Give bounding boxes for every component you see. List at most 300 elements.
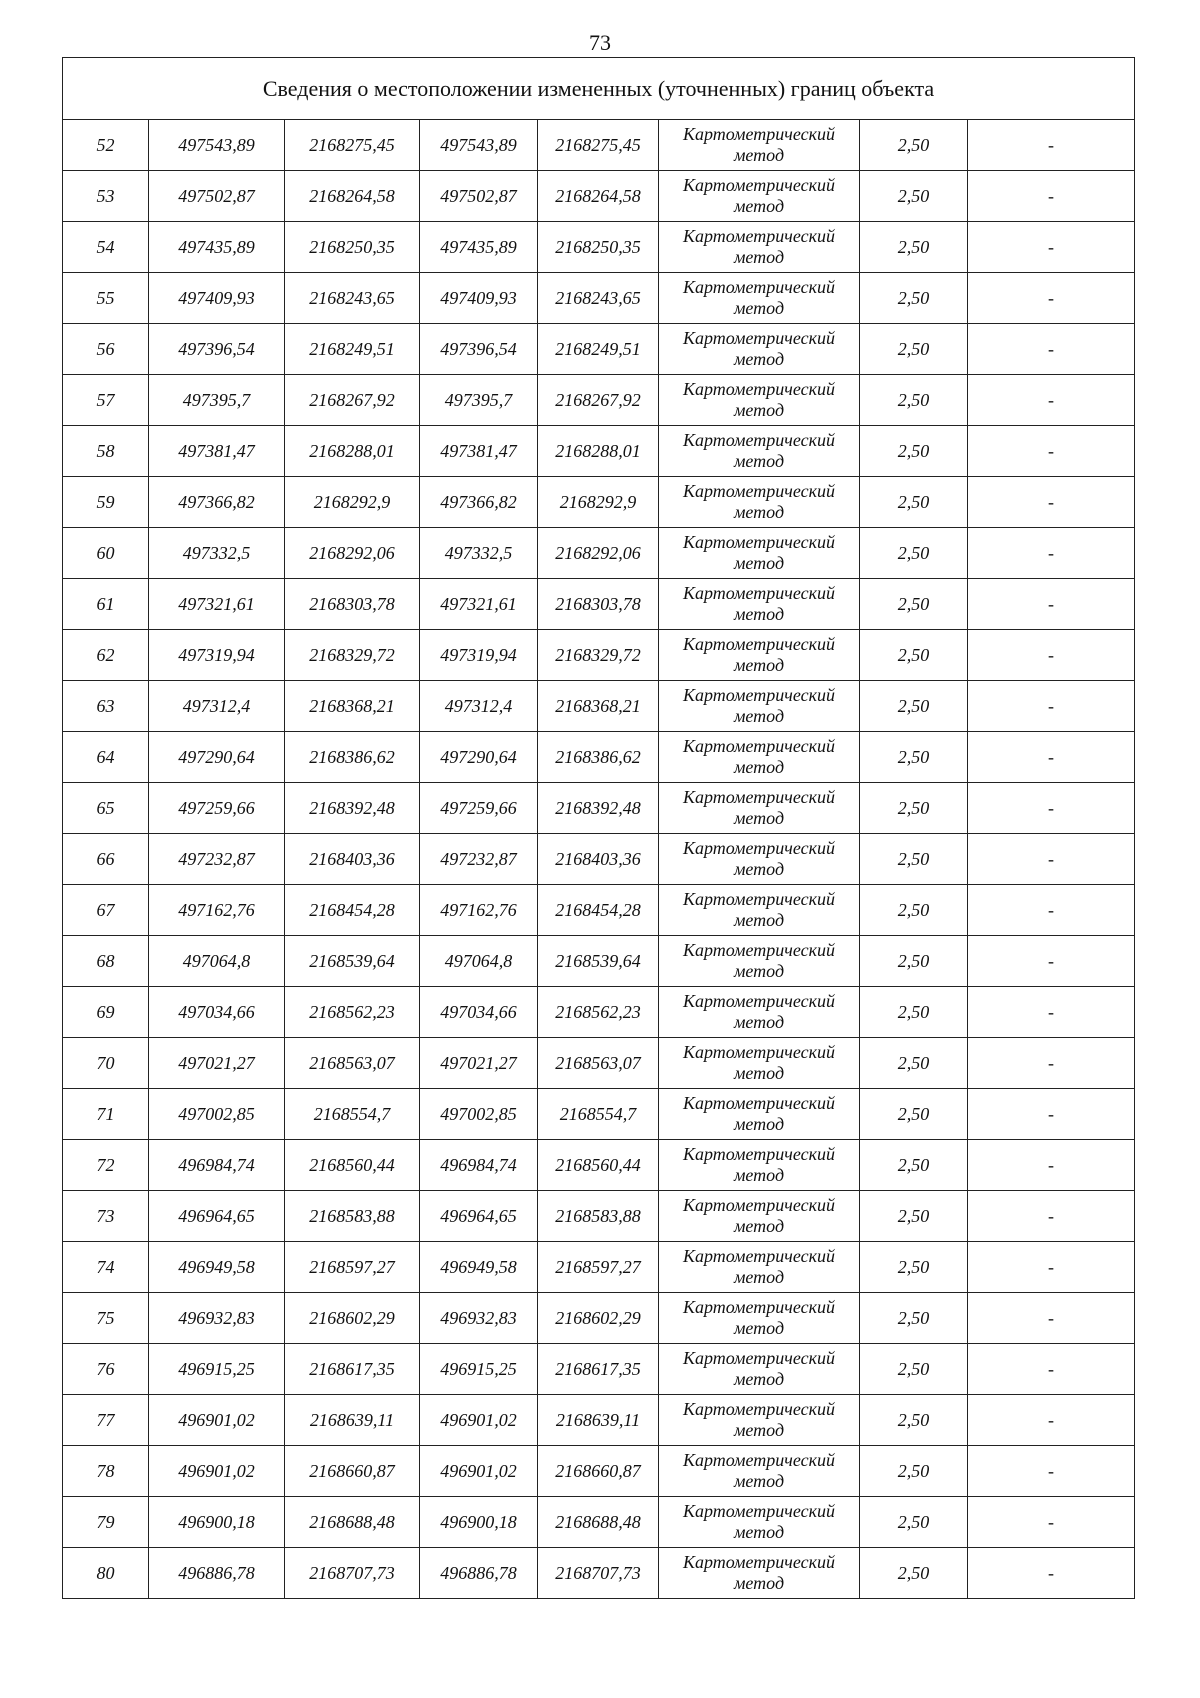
refined-y-cell: 2168563,07 (538, 1038, 659, 1089)
refined-x-cell: 496949,58 (420, 1242, 538, 1293)
point-number-cell: 74 (63, 1242, 149, 1293)
point-number-cell: 71 (63, 1089, 149, 1140)
method-label-line-1: Картометрический (682, 430, 835, 450)
point-number-cell: 62 (63, 630, 149, 681)
refined-y-cell: 2168454,28 (538, 885, 659, 936)
method-label-line-1: Картометрический (682, 1552, 835, 1572)
table-row (63, 936, 1135, 987)
note-cell: - (968, 834, 1135, 885)
note-cell: - (968, 120, 1135, 171)
accuracy-cell: 2,50 (860, 936, 968, 987)
method-label-line-2: метод (733, 1420, 785, 1440)
refined-x-cell: 496901,02 (420, 1395, 538, 1446)
table-row (63, 1038, 1135, 1089)
refined-x-cell: 497321,61 (420, 579, 538, 630)
table-row (63, 1242, 1135, 1293)
method-label-line-2: метод (733, 961, 785, 981)
table-row (63, 732, 1135, 783)
method-label-line-2: метод (733, 859, 785, 879)
accuracy-cell: 2,50 (860, 1038, 968, 1089)
refined-x-cell: 497395,7 (420, 375, 538, 426)
method-cell (659, 1293, 860, 1344)
method-label-line-2: метод (733, 1573, 785, 1593)
method-label-line-2: метод (733, 808, 785, 828)
note-cell: - (968, 885, 1135, 936)
note-cell: - (968, 426, 1135, 477)
refined-x-cell: 497162,76 (420, 885, 538, 936)
refined-y-cell: 2168250,35 (538, 222, 659, 273)
refined-y-cell: 2168329,72 (538, 630, 659, 681)
method-label-line-2: метод (733, 1216, 785, 1236)
existing-y-cell: 2168403,36 (285, 834, 420, 885)
method-label-line-1: Картометрический (682, 1297, 835, 1317)
method-label-line-1: Картометрический (682, 1093, 835, 1113)
refined-x-cell: 497259,66 (420, 783, 538, 834)
existing-y-cell: 2168562,23 (285, 987, 420, 1038)
table-row (63, 1089, 1135, 1140)
method-label-line-2: метод (733, 553, 785, 573)
method-label-line-1: Картометрический (682, 736, 835, 756)
point-number-cell: 78 (63, 1446, 149, 1497)
point-number-cell: 75 (63, 1293, 149, 1344)
point-number-cell: 68 (63, 936, 149, 987)
refined-x-cell: 497312,4 (420, 681, 538, 732)
refined-y-cell: 2168264,58 (538, 171, 659, 222)
existing-x-cell: 497381,47 (149, 426, 285, 477)
refined-y-cell: 2168403,36 (538, 834, 659, 885)
point-number-cell: 65 (63, 783, 149, 834)
table-row (63, 1140, 1135, 1191)
existing-y-cell: 2168368,21 (285, 681, 420, 732)
refined-x-cell: 497543,89 (420, 120, 538, 171)
method-cell (659, 987, 860, 1038)
refined-y-cell: 2168249,51 (538, 324, 659, 375)
existing-y-cell: 2168267,92 (285, 375, 420, 426)
method-label-line-1: Картометрический (682, 175, 835, 195)
existing-x-cell: 496964,65 (149, 1191, 285, 1242)
existing-x-cell: 497319,94 (149, 630, 285, 681)
refined-y-cell: 2168660,87 (538, 1446, 659, 1497)
existing-x-cell: 496900,18 (149, 1497, 285, 1548)
existing-x-cell: 496932,83 (149, 1293, 285, 1344)
table-row (63, 1497, 1135, 1548)
table-row (63, 1395, 1135, 1446)
method-label-line-2: метод (733, 247, 785, 267)
existing-x-cell: 497321,61 (149, 579, 285, 630)
note-cell: - (968, 375, 1135, 426)
method-cell (659, 375, 860, 426)
method-label-line-2: метод (733, 349, 785, 369)
method-label-line-1: Картометрический (682, 379, 835, 399)
method-label-line-2: метод (733, 1063, 785, 1083)
point-number-cell: 80 (63, 1548, 149, 1599)
refined-y-cell: 2168554,7 (538, 1089, 659, 1140)
method-label-line-1: Картометрический (682, 481, 835, 501)
point-number-cell: 73 (63, 1191, 149, 1242)
method-cell (659, 1140, 860, 1191)
table-title: Сведения о местоположении измененных (уточненных) границ объекта (63, 58, 1135, 120)
method-cell (659, 426, 860, 477)
method-label-line-2: метод (733, 1165, 785, 1185)
accuracy-cell: 2,50 (860, 834, 968, 885)
table-row (63, 681, 1135, 732)
existing-y-cell: 2168660,87 (285, 1446, 420, 1497)
refined-y-cell: 2168707,73 (538, 1548, 659, 1599)
refined-x-cell: 497232,87 (420, 834, 538, 885)
method-cell (659, 171, 860, 222)
refined-y-cell: 2168243,65 (538, 273, 659, 324)
existing-y-cell: 2168597,27 (285, 1242, 420, 1293)
method-cell (659, 681, 860, 732)
refined-y-cell: 2168386,62 (538, 732, 659, 783)
existing-y-cell: 2168250,35 (285, 222, 420, 273)
table-row (63, 1446, 1135, 1497)
table-row (63, 1344, 1135, 1395)
accuracy-cell: 2,50 (860, 477, 968, 528)
existing-y-cell: 2168707,73 (285, 1548, 420, 1599)
note-cell: - (968, 579, 1135, 630)
existing-x-cell: 497312,4 (149, 681, 285, 732)
refined-x-cell: 496886,78 (420, 1548, 538, 1599)
accuracy-cell: 2,50 (860, 1089, 968, 1140)
method-label-line-1: Картометрический (682, 634, 835, 654)
refined-y-cell: 2168562,23 (538, 987, 659, 1038)
method-label-line-2: метод (733, 910, 785, 930)
note-cell: - (968, 783, 1135, 834)
accuracy-cell: 2,50 (860, 1242, 968, 1293)
table-row (63, 171, 1135, 222)
page-number: 73 (589, 30, 611, 55)
refined-x-cell: 497064,8 (420, 936, 538, 987)
method-cell (659, 1395, 860, 1446)
boundary-coordinates-table (62, 57, 1135, 1599)
method-cell (659, 936, 860, 987)
existing-y-cell: 2168602,29 (285, 1293, 420, 1344)
accuracy-cell: 2,50 (860, 273, 968, 324)
refined-x-cell: 496901,02 (420, 1446, 538, 1497)
refined-y-cell: 2168597,27 (538, 1242, 659, 1293)
note-cell: - (968, 936, 1135, 987)
point-number-cell: 76 (63, 1344, 149, 1395)
refined-y-cell: 2168639,11 (538, 1395, 659, 1446)
method-label-line-2: метод (733, 1318, 785, 1338)
refined-y-cell: 2168392,48 (538, 783, 659, 834)
method-cell (659, 630, 860, 681)
point-number-cell: 66 (63, 834, 149, 885)
point-number-cell: 54 (63, 222, 149, 273)
table-row (63, 1293, 1135, 1344)
accuracy-cell: 2,50 (860, 528, 968, 579)
refined-x-cell: 496964,65 (420, 1191, 538, 1242)
existing-y-cell: 2168563,07 (285, 1038, 420, 1089)
method-label-line-1: Картометрический (682, 1399, 835, 1419)
existing-y-cell: 2168386,62 (285, 732, 420, 783)
method-label-line-2: метод (733, 1369, 785, 1389)
method-cell (659, 732, 860, 783)
method-label-line-2: метод (733, 757, 785, 777)
note-cell: - (968, 1293, 1135, 1344)
refined-x-cell: 497409,93 (420, 273, 538, 324)
refined-x-cell: 496915,25 (420, 1344, 538, 1395)
method-label-line-1: Картометрический (682, 1450, 835, 1470)
method-label-line-1: Картометрический (682, 1195, 835, 1215)
accuracy-cell: 2,50 (860, 630, 968, 681)
accuracy-cell: 2,50 (860, 885, 968, 936)
method-label-line-2: метод (733, 1522, 785, 1542)
refined-y-cell: 2168602,29 (538, 1293, 659, 1344)
point-number-cell: 64 (63, 732, 149, 783)
point-number-cell: 52 (63, 120, 149, 171)
existing-x-cell: 497162,76 (149, 885, 285, 936)
method-label-line-1: Картометрический (682, 889, 835, 909)
table-row (63, 834, 1135, 885)
method-label-line-1: Картометрический (682, 685, 835, 705)
existing-y-cell: 2168292,06 (285, 528, 420, 579)
note-cell: - (968, 1140, 1135, 1191)
table-title-row (63, 58, 1135, 120)
method-label-line-1: Картометрический (682, 277, 835, 297)
existing-y-cell: 2168554,7 (285, 1089, 420, 1140)
method-label-line-2: метод (733, 1471, 785, 1491)
method-cell (659, 783, 860, 834)
note-cell: - (968, 171, 1135, 222)
method-label-line-2: метод (733, 655, 785, 675)
note-cell: - (968, 732, 1135, 783)
refined-y-cell: 2168583,88 (538, 1191, 659, 1242)
refined-y-cell: 2168303,78 (538, 579, 659, 630)
note-cell: - (968, 1395, 1135, 1446)
method-label-line-2: метод (733, 400, 785, 420)
accuracy-cell: 2,50 (860, 1497, 968, 1548)
method-label-line-1: Картометрический (682, 1042, 835, 1062)
table-row (63, 987, 1135, 1038)
refined-x-cell: 497435,89 (420, 222, 538, 273)
method-label-line-2: метод (733, 298, 785, 318)
point-number-cell: 55 (63, 273, 149, 324)
table-row (63, 528, 1135, 579)
existing-y-cell: 2168264,58 (285, 171, 420, 222)
note-cell: - (968, 681, 1135, 732)
existing-x-cell: 496915,25 (149, 1344, 285, 1395)
method-label-line-1: Картометрический (682, 1501, 835, 1521)
point-number-cell: 60 (63, 528, 149, 579)
method-cell (659, 1089, 860, 1140)
table-row (63, 426, 1135, 477)
table-row (63, 579, 1135, 630)
existing-x-cell: 497021,27 (149, 1038, 285, 1089)
existing-x-cell: 497232,87 (149, 834, 285, 885)
refined-y-cell: 2168617,35 (538, 1344, 659, 1395)
accuracy-cell: 2,50 (860, 1293, 968, 1344)
table-row (63, 273, 1135, 324)
refined-y-cell: 2168688,48 (538, 1497, 659, 1548)
existing-y-cell: 2168329,72 (285, 630, 420, 681)
point-number-cell: 77 (63, 1395, 149, 1446)
point-number-cell: 56 (63, 324, 149, 375)
existing-x-cell: 497543,89 (149, 120, 285, 171)
method-label-line-1: Картометрический (682, 991, 835, 1011)
method-cell (659, 273, 860, 324)
accuracy-cell: 2,50 (860, 987, 968, 1038)
refined-x-cell: 497332,5 (420, 528, 538, 579)
accuracy-cell: 2,50 (860, 1191, 968, 1242)
method-label-line-2: метод (733, 706, 785, 726)
existing-y-cell: 2168688,48 (285, 1497, 420, 1548)
method-label-line-1: Картометрический (682, 328, 835, 348)
method-label-line-1: Картометрический (682, 1246, 835, 1266)
accuracy-cell: 2,50 (860, 222, 968, 273)
method-label-line-1: Картометрический (682, 1348, 835, 1368)
refined-y-cell: 2168267,92 (538, 375, 659, 426)
note-cell: - (968, 1242, 1135, 1293)
note-cell: - (968, 1191, 1135, 1242)
existing-x-cell: 497064,8 (149, 936, 285, 987)
note-cell: - (968, 1548, 1135, 1599)
table-row (63, 120, 1135, 171)
refined-x-cell: 497366,82 (420, 477, 538, 528)
accuracy-cell: 2,50 (860, 171, 968, 222)
existing-y-cell: 2168275,45 (285, 120, 420, 171)
method-label-line-1: Картометрический (682, 124, 835, 144)
table-row (63, 783, 1135, 834)
method-cell (659, 528, 860, 579)
accuracy-cell: 2,50 (860, 1140, 968, 1191)
point-number-cell: 70 (63, 1038, 149, 1089)
note-cell: - (968, 630, 1135, 681)
point-number-cell: 61 (63, 579, 149, 630)
method-cell (659, 1344, 860, 1395)
refined-x-cell: 497034,66 (420, 987, 538, 1038)
existing-x-cell: 497502,87 (149, 171, 285, 222)
point-number-cell: 79 (63, 1497, 149, 1548)
existing-x-cell: 496901,02 (149, 1395, 285, 1446)
table-row (63, 477, 1135, 528)
table-row (63, 885, 1135, 936)
existing-y-cell: 2168243,65 (285, 273, 420, 324)
accuracy-cell: 2,50 (860, 375, 968, 426)
method-cell (659, 222, 860, 273)
existing-x-cell: 497034,66 (149, 987, 285, 1038)
refined-x-cell: 496900,18 (420, 1497, 538, 1548)
table-body (63, 58, 1135, 1599)
accuracy-cell: 2,50 (860, 1395, 968, 1446)
method-label-line-1: Картометрический (682, 1144, 835, 1164)
existing-x-cell: 497366,82 (149, 477, 285, 528)
existing-x-cell: 497002,85 (149, 1089, 285, 1140)
refined-y-cell: 2168288,01 (538, 426, 659, 477)
method-cell (659, 1191, 860, 1242)
table-row (63, 375, 1135, 426)
accuracy-cell: 2,50 (860, 1446, 968, 1497)
existing-y-cell: 2168392,48 (285, 783, 420, 834)
existing-x-cell: 496901,02 (149, 1446, 285, 1497)
refined-x-cell: 497502,87 (420, 171, 538, 222)
refined-x-cell: 496932,83 (420, 1293, 538, 1344)
accuracy-cell: 2,50 (860, 1344, 968, 1395)
method-label-line-2: метод (733, 604, 785, 624)
existing-y-cell: 2168288,01 (285, 426, 420, 477)
refined-x-cell: 496984,74 (420, 1140, 538, 1191)
refined-x-cell: 497396,54 (420, 324, 538, 375)
method-label-line-1: Картометрический (682, 226, 835, 246)
accuracy-cell: 2,50 (860, 426, 968, 477)
refined-x-cell: 497002,85 (420, 1089, 538, 1140)
refined-y-cell: 2168292,9 (538, 477, 659, 528)
refined-x-cell: 497021,27 (420, 1038, 538, 1089)
refined-y-cell: 2168275,45 (538, 120, 659, 171)
table-row (63, 324, 1135, 375)
existing-x-cell: 497259,66 (149, 783, 285, 834)
method-label-line-1: Картометрический (682, 787, 835, 807)
note-cell: - (968, 324, 1135, 375)
accuracy-cell: 2,50 (860, 1548, 968, 1599)
table-row (63, 1191, 1135, 1242)
method-cell (659, 1548, 860, 1599)
point-number-cell: 53 (63, 171, 149, 222)
table-row (63, 630, 1135, 681)
existing-y-cell: 2168583,88 (285, 1191, 420, 1242)
refined-y-cell: 2168368,21 (538, 681, 659, 732)
note-cell: - (968, 477, 1135, 528)
refined-y-cell: 2168560,44 (538, 1140, 659, 1191)
method-label-line-1: Картометрический (682, 532, 835, 552)
existing-y-cell: 2168617,35 (285, 1344, 420, 1395)
method-label-line-2: метод (733, 502, 785, 522)
existing-y-cell: 2168639,11 (285, 1395, 420, 1446)
existing-x-cell: 497332,5 (149, 528, 285, 579)
accuracy-cell: 2,50 (860, 324, 968, 375)
accuracy-cell: 2,50 (860, 783, 968, 834)
existing-x-cell: 496984,74 (149, 1140, 285, 1191)
existing-x-cell: 497395,7 (149, 375, 285, 426)
existing-x-cell: 497435,89 (149, 222, 285, 273)
point-number-cell: 58 (63, 426, 149, 477)
point-number-cell: 63 (63, 681, 149, 732)
refined-x-cell: 497290,64 (420, 732, 538, 783)
refined-y-cell: 2168292,06 (538, 528, 659, 579)
method-label-line-1: Картометрический (682, 583, 835, 603)
note-cell: - (968, 273, 1135, 324)
method-label-line-2: метод (733, 1267, 785, 1287)
note-cell: - (968, 1497, 1135, 1548)
refined-x-cell: 497381,47 (420, 426, 538, 477)
method-cell (659, 1038, 860, 1089)
note-cell: - (968, 1089, 1135, 1140)
method-cell (659, 834, 860, 885)
point-number-cell: 72 (63, 1140, 149, 1191)
accuracy-cell: 2,50 (860, 732, 968, 783)
existing-x-cell: 497396,54 (149, 324, 285, 375)
method-cell (659, 324, 860, 375)
method-cell (659, 885, 860, 936)
accuracy-cell: 2,50 (860, 681, 968, 732)
existing-y-cell: 2168303,78 (285, 579, 420, 630)
point-number-cell: 57 (63, 375, 149, 426)
method-cell (659, 579, 860, 630)
existing-x-cell: 496949,58 (149, 1242, 285, 1293)
note-cell: - (968, 1038, 1135, 1089)
existing-y-cell: 2168539,64 (285, 936, 420, 987)
method-cell (659, 477, 860, 528)
method-label-line-2: метод (733, 451, 785, 471)
accuracy-cell: 2,50 (860, 120, 968, 171)
refined-x-cell: 497319,94 (420, 630, 538, 681)
point-number-cell: 59 (63, 477, 149, 528)
existing-x-cell: 496886,78 (149, 1548, 285, 1599)
method-cell (659, 1242, 860, 1293)
existing-x-cell: 497290,64 (149, 732, 285, 783)
point-number-cell: 67 (63, 885, 149, 936)
